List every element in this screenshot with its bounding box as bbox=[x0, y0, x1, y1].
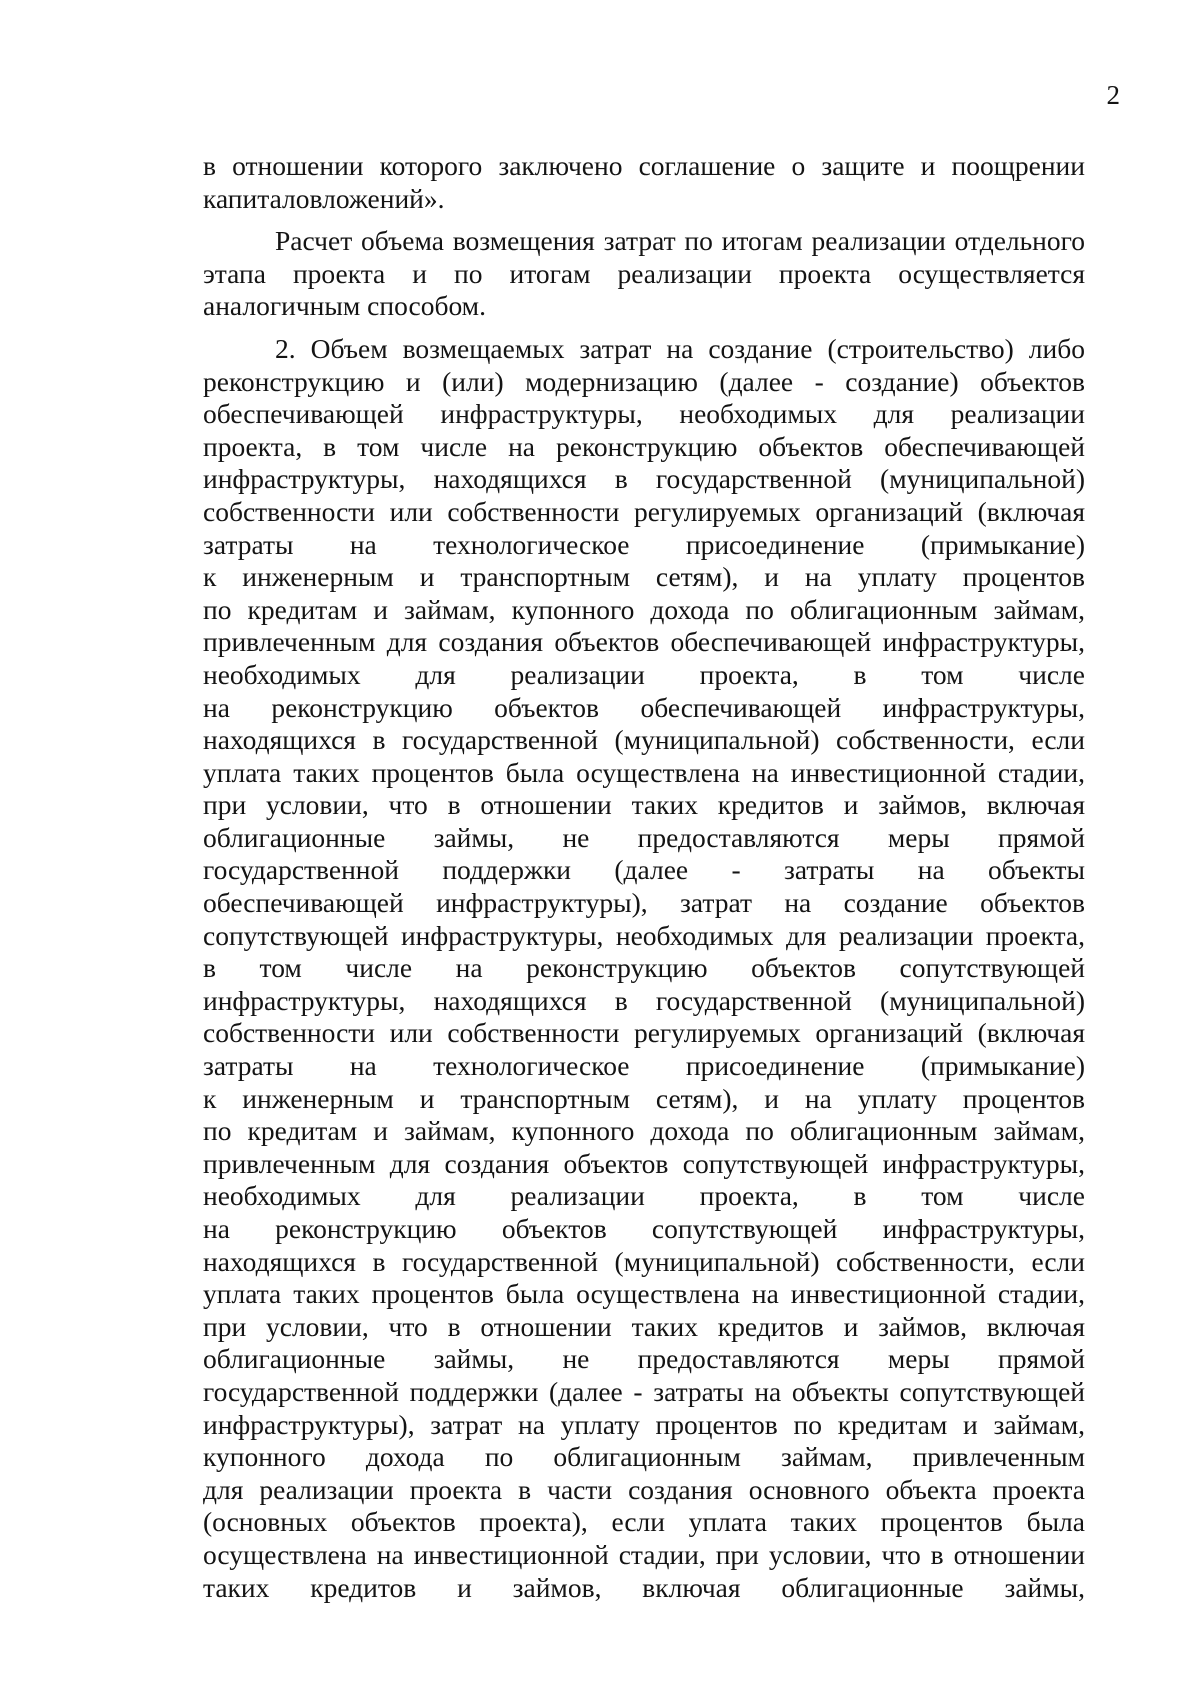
text-line: к инженерным и транспортным сетям), и на уплату процентов bbox=[203, 1082, 1085, 1114]
text-line: капиталовложений». bbox=[203, 182, 445, 214]
text-line: этапа проекта и по итогам реализации проекта осуществляется bbox=[203, 257, 1085, 289]
text-line: по кредитам и займам, купонного дохода по облигационным займам, bbox=[203, 1115, 1085, 1147]
text-line: при условии, что в отношении таких кредитов и займов, включая bbox=[203, 789, 1085, 821]
paragraph bbox=[203, 225, 1085, 323]
text-line: необходимых для реализации проекта, в том числе bbox=[203, 1180, 1085, 1212]
text-line: инфраструктуры), затрат на уплату процентов по кредитам и займам, bbox=[203, 1408, 1085, 1440]
text-line: инфраструктуры, находящихся в государственной (муниципальной) bbox=[203, 984, 1085, 1016]
page-number: 2 bbox=[1106, 80, 1120, 110]
text-line: уплата таких процентов была осуществлена на инвестиционной стадии, bbox=[203, 1278, 1085, 1310]
text-line: необходимых для реализации проекта, в том числе bbox=[203, 658, 1085, 690]
text-line: реконструкцию и (или) модернизацию (далее - создание) объектов bbox=[203, 365, 1085, 397]
text-line: аналогичным способом. bbox=[203, 290, 486, 322]
text-line: проекта, в том числе на реконструкцию объектов обеспечивающей bbox=[203, 430, 1085, 462]
paragraph bbox=[203, 333, 1085, 1604]
text-line: Расчет объема возмещения затрат по итогам реализации отдельного bbox=[275, 225, 1085, 257]
text-line: государственной поддержки (далее - затраты на объекты сопутствующей bbox=[203, 1375, 1085, 1407]
paragraph bbox=[203, 150, 1085, 215]
text-line: 2. Объем возмещаемых затрат на создание (строительство) либо bbox=[275, 332, 1085, 364]
text-line: государственной поддержки (далее - затраты на объекты bbox=[203, 854, 1085, 886]
text-line: облигационные займы, не предоставляются меры прямой bbox=[203, 1343, 1085, 1375]
text-line: уплата таких процентов была осуществлена на инвестиционной стадии, bbox=[203, 756, 1085, 788]
text-line: осуществлена на инвестиционной стадии, при условии, что в отношении bbox=[203, 1538, 1085, 1570]
text-line: к инженерным и транспортным сетям), и на уплату процентов bbox=[203, 561, 1085, 593]
text-line: в отношении которого заключено соглашение о защите и поощрении bbox=[203, 150, 1085, 181]
text-line: обеспечивающей инфраструктуры), затрат на создание объектов bbox=[203, 887, 1085, 919]
text-line: в том числе на реконструкцию объектов сопутствующей bbox=[203, 952, 1085, 984]
text-line: затраты на технологическое присоединение (примыкание) bbox=[203, 528, 1085, 560]
text-line: облигационные займы, не предоставляются меры прямой bbox=[203, 821, 1085, 853]
text-line: на реконструкцию объектов сопутствующей инфраструктуры, bbox=[203, 1213, 1085, 1244]
text-line: для реализации проекта в части создания основного объекта проекта bbox=[203, 1473, 1085, 1505]
document-body bbox=[203, 150, 1085, 1604]
text-line: привлеченным для создания объектов сопутствующей инфраструктуры, bbox=[203, 1147, 1085, 1179]
text-line: собственности или собственности регулируемых организаций (включая bbox=[203, 1017, 1085, 1049]
text-line: купонного дохода по облигационным займам, привлеченным bbox=[203, 1441, 1085, 1473]
text-line: находящихся в государственной (муниципальной) собственности, если bbox=[203, 724, 1085, 756]
text-line: находящихся в государственной (муниципальной) собственности, если bbox=[203, 1245, 1085, 1277]
text-line: по кредитам и займам, купонного дохода по облигационным займам, bbox=[203, 593, 1085, 625]
text-line: (основных объектов проекта), если уплата таких процентов была bbox=[203, 1506, 1085, 1538]
text-line: затраты на технологическое присоединение (примыкание) bbox=[203, 1050, 1085, 1082]
text-line: собственности или собственности регулируемых организаций (включая bbox=[203, 495, 1085, 527]
text-line: инфраструктуры, находящихся в государственной (муниципальной) bbox=[203, 463, 1085, 495]
text-line: таких кредитов и займов, включая облигационные займы, bbox=[203, 1571, 1085, 1603]
text-line: на реконструкцию объектов обеспечивающей инфраструктуры, bbox=[203, 691, 1085, 723]
text-line: обеспечивающей инфраструктуры, необходимых для реализации bbox=[203, 398, 1085, 430]
text-line: при условии, что в отношении таких кредитов и займов, включая bbox=[203, 1310, 1085, 1342]
text-line: сопутствующей инфраструктуры, необходимых для реализации проекта, bbox=[203, 919, 1085, 951]
text-line: привлеченным для создания объектов обеспечивающей инфраструктуры, bbox=[203, 626, 1085, 658]
